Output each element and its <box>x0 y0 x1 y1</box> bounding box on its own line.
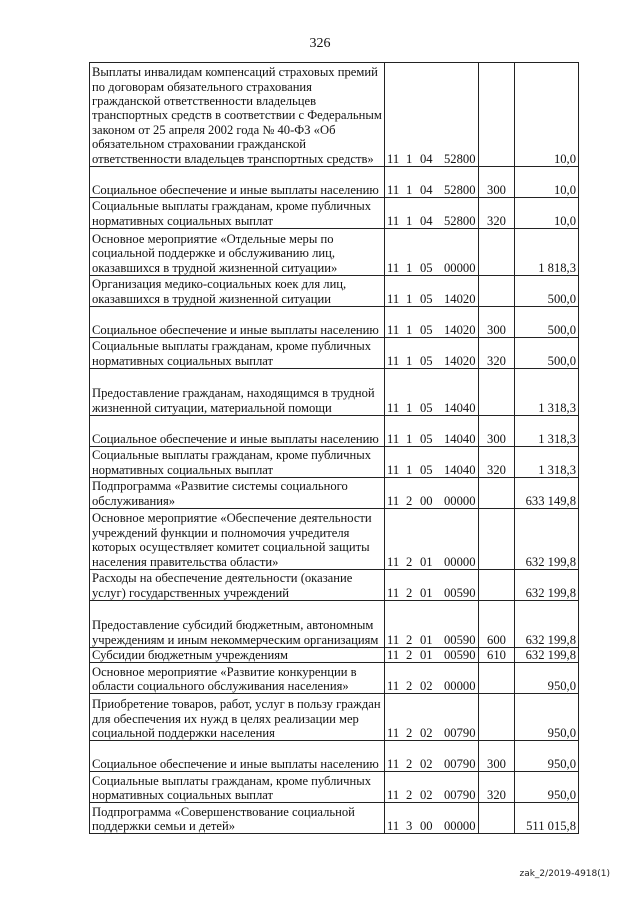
table-row <box>90 509 579 570</box>
code-segment-c3: 04 <box>420 182 433 197</box>
row-expense-type <box>479 276 515 307</box>
document-code: zak_2/2019-4918(1) <box>519 869 610 879</box>
row-expense-type <box>479 803 515 834</box>
code-segment-c1: 11 <box>387 151 400 166</box>
budget-table-body <box>90 63 579 834</box>
row-amount: 632 199,8 <box>515 601 579 648</box>
code-segment-c2: 1 <box>406 353 413 368</box>
row-amount: 10,0 <box>515 63 579 167</box>
row-amount: 632 199,8 <box>515 648 579 663</box>
code-segment-c3: 00 <box>420 819 433 833</box>
row-name: Социальные выплаты гражданам, кроме публичных нормативных социальных выплат <box>90 198 385 229</box>
code-segment-c1: 11 <box>387 679 400 693</box>
code-segment-c4: 52800 <box>444 213 476 228</box>
row-expense-type <box>479 369 515 416</box>
row-expense-type: 300 <box>479 416 515 447</box>
row-expense-type: 320 <box>479 447 515 478</box>
code-segment-c4: 14040 <box>444 400 476 415</box>
code-segment-c2: 1 <box>406 462 413 477</box>
table-row <box>90 198 579 229</box>
row-name: Основное мероприятие «Обеспечение деятельности учреждений функции и полномочия учредителя которых осуществляет комитет социальной защиты населения правительства области» <box>90 509 385 570</box>
code-segment-c2: 3 <box>406 819 413 833</box>
row-code <box>385 198 479 229</box>
row-expense-type: 320 <box>479 338 515 369</box>
code-segment-c3: 01 <box>420 632 433 647</box>
row-name: Предоставление субсидий бюджетным, автономным учреждениям и иным некоммерческим организациям <box>90 601 385 648</box>
row-amount: 1 818,3 <box>515 229 579 276</box>
table-row <box>90 369 579 416</box>
code-segment-c2: 1 <box>406 151 413 166</box>
code-segment-c3: 01 <box>420 554 433 569</box>
row-code <box>385 570 479 601</box>
code-segment-c4: 14020 <box>444 322 476 337</box>
row-code <box>385 694 479 741</box>
row-name: Выплаты инвалидам компенсаций страховых премий по договорам обязательного страхования гражданской ответственности владельцев транспортных средств в соответствии с Федеральным законом от 25 апреля 2002 года № 40-ФЗ «Об обязательном страховании гражданской ответственности владельцев транспортных средств» <box>90 63 385 167</box>
row-amount: 500,0 <box>515 276 579 307</box>
code-segment-c2: 1 <box>406 213 413 228</box>
row-code <box>385 509 479 570</box>
code-segment-c4: 14040 <box>444 431 476 446</box>
code-segment-c2: 2 <box>406 554 413 569</box>
code-segment-c4: 00790 <box>444 757 476 771</box>
row-expense-type <box>479 229 515 276</box>
code-segment-c3: 02 <box>420 757 433 771</box>
row-code <box>385 63 479 167</box>
row-amount: 10,0 <box>515 198 579 229</box>
row-amount: 950,0 <box>515 772 579 803</box>
table-row <box>90 338 579 369</box>
row-code <box>385 478 479 509</box>
code-segment-c2: 1 <box>406 400 413 415</box>
code-segment-c4: 00590 <box>444 632 476 647</box>
row-amount: 950,0 <box>515 741 579 772</box>
code-segment-c2: 2 <box>406 679 413 693</box>
row-expense-type <box>479 509 515 570</box>
code-segment-c2: 2 <box>406 788 413 802</box>
row-code <box>385 369 479 416</box>
row-amount: 500,0 <box>515 307 579 338</box>
table-row <box>90 416 579 447</box>
row-name: Расходы на обеспечение деятельности (оказание услуг) государственных учреждений <box>90 570 385 601</box>
code-segment-c1: 11 <box>387 353 400 368</box>
row-name: Социальное обеспечение и иные выплаты населению <box>90 416 385 447</box>
row-code <box>385 167 479 198</box>
budget-table <box>89 62 579 834</box>
table-row <box>90 478 579 509</box>
row-code <box>385 276 479 307</box>
row-name: Основное мероприятие «Отдельные меры по социальной поддержке и обслуживанию лиц, оказавшихся в трудной жизненной ситуации» <box>90 229 385 276</box>
table-row <box>90 447 579 478</box>
code-segment-c3: 05 <box>420 291 433 306</box>
row-expense-type: 300 <box>479 741 515 772</box>
row-expense-type: 600 <box>479 601 515 648</box>
code-segment-c4: 14040 <box>444 462 476 477</box>
table-row <box>90 63 579 167</box>
row-expense-type <box>479 478 515 509</box>
row-code <box>385 648 479 663</box>
row-expense-type: 610 <box>479 648 515 663</box>
row-name: Социальное обеспечение и иные выплаты населению <box>90 307 385 338</box>
code-segment-c2: 2 <box>406 632 413 647</box>
row-expense-type: 320 <box>479 772 515 803</box>
row-name: Подпрограмма «Развитие системы социального обслуживания» <box>90 478 385 509</box>
code-segment-c4: 00000 <box>444 260 476 275</box>
row-amount: 1 318,3 <box>515 447 579 478</box>
row-amount: 950,0 <box>515 663 579 694</box>
row-name: Социальное обеспечение и иные выплаты населению <box>90 741 385 772</box>
table-row <box>90 694 579 741</box>
code-segment-c3: 04 <box>420 151 433 166</box>
table-row <box>90 307 579 338</box>
code-segment-c2: 1 <box>406 182 413 197</box>
code-segment-c4: 52800 <box>444 151 476 166</box>
code-segment-c4: 14020 <box>444 353 476 368</box>
code-segment-c3: 01 <box>420 648 433 662</box>
code-segment-c4: 00000 <box>444 554 476 569</box>
row-amount: 1 318,3 <box>515 369 579 416</box>
code-segment-c1: 11 <box>387 493 400 508</box>
table-row <box>90 229 579 276</box>
code-segment-c1: 11 <box>387 554 400 569</box>
code-segment-c3: 04 <box>420 213 433 228</box>
code-segment-c4: 00590 <box>444 585 476 600</box>
code-segment-c1: 11 <box>387 322 400 337</box>
table-row <box>90 741 579 772</box>
row-name: Социальные выплаты гражданам, кроме публичных нормативных социальных выплат <box>90 447 385 478</box>
code-segment-c1: 11 <box>387 182 400 197</box>
code-segment-c4: 52800 <box>444 182 476 197</box>
code-segment-c4: 00000 <box>444 679 476 693</box>
row-expense-type <box>479 570 515 601</box>
row-code <box>385 307 479 338</box>
code-segment-c1: 11 <box>387 648 400 662</box>
code-segment-c2: 2 <box>406 648 413 662</box>
code-segment-c3: 01 <box>420 585 433 600</box>
code-segment-c2: 1 <box>406 291 413 306</box>
code-segment-c3: 02 <box>420 726 433 740</box>
code-segment-c3: 05 <box>420 462 433 477</box>
code-segment-c2: 2 <box>406 493 413 508</box>
table-row <box>90 601 579 648</box>
code-segment-c3: 05 <box>420 431 433 446</box>
row-code <box>385 416 479 447</box>
code-segment-c3: 05 <box>420 353 433 368</box>
table-row <box>90 167 579 198</box>
table-row <box>90 276 579 307</box>
row-name: Предоставление гражданам, находящимся в трудной жизненной ситуации, материальной помощи <box>90 369 385 416</box>
row-amount: 1 318,3 <box>515 416 579 447</box>
row-code <box>385 447 479 478</box>
row-expense-type <box>479 663 515 694</box>
code-segment-c1: 11 <box>387 291 400 306</box>
code-segment-c4: 00000 <box>444 819 476 833</box>
table-row <box>90 570 579 601</box>
row-amount: 633 149,8 <box>515 478 579 509</box>
code-segment-c1: 11 <box>387 462 400 477</box>
code-segment-c2: 1 <box>406 260 413 275</box>
row-expense-type: 300 <box>479 307 515 338</box>
row-name: Приобретение товаров, работ, услуг в пользу граждан для обеспечения их нужд в целях реализации мер социальной поддержки населения <box>90 694 385 741</box>
row-code <box>385 741 479 772</box>
row-amount: 950,0 <box>515 694 579 741</box>
table-row <box>90 663 579 694</box>
row-amount: 10,0 <box>515 167 579 198</box>
row-expense-type <box>479 694 515 741</box>
code-segment-c1: 11 <box>387 260 400 275</box>
row-name: Субсидии бюджетным учреждениям <box>90 648 385 663</box>
code-segment-c4: 00790 <box>444 788 476 802</box>
row-code <box>385 601 479 648</box>
row-expense-type: 320 <box>479 198 515 229</box>
code-segment-c2: 1 <box>406 322 413 337</box>
page-number: 326 <box>309 36 331 51</box>
code-segment-c3: 00 <box>420 493 433 508</box>
row-name: Социальные выплаты гражданам, кроме публичных нормативных социальных выплат <box>90 338 385 369</box>
row-code <box>385 338 479 369</box>
row-amount: 632 199,8 <box>515 509 579 570</box>
row-name: Социальные выплаты гражданам, кроме публичных нормативных социальных выплат <box>90 772 385 803</box>
row-name: Основное мероприятие «Развитие конкуренции в области социального обслуживания населения» <box>90 663 385 694</box>
code-segment-c3: 05 <box>420 400 433 415</box>
code-segment-c4: 00590 <box>444 648 476 662</box>
code-segment-c4: 00000 <box>444 493 476 508</box>
row-name: Организация медико-социальных коек для лиц, оказавшихся в трудной жизненной ситуации <box>90 276 385 307</box>
code-segment-c1: 11 <box>387 632 400 647</box>
code-segment-c3: 02 <box>420 679 433 693</box>
code-segment-c1: 11 <box>387 431 400 446</box>
code-segment-c1: 11 <box>387 213 400 228</box>
code-segment-c2: 2 <box>406 585 413 600</box>
code-segment-c1: 11 <box>387 400 400 415</box>
row-name: Социальное обеспечение и иные выплаты населению <box>90 167 385 198</box>
row-name: Подпрограмма «Совершенствование социальной поддержки семьи и детей» <box>90 803 385 834</box>
code-segment-c1: 11 <box>387 726 400 740</box>
row-code <box>385 663 479 694</box>
code-segment-c4: 14020 <box>444 291 476 306</box>
code-segment-c1: 11 <box>387 585 400 600</box>
table-row <box>90 772 579 803</box>
row-code <box>385 229 479 276</box>
code-segment-c2: 1 <box>406 431 413 446</box>
code-segment-c1: 11 <box>387 819 400 833</box>
table-row <box>90 803 579 834</box>
code-segment-c1: 11 <box>387 788 400 802</box>
row-expense-type <box>479 63 515 167</box>
row-code <box>385 772 479 803</box>
code-segment-c3: 05 <box>420 322 433 337</box>
row-amount: 632 199,8 <box>515 570 579 601</box>
row-amount: 500,0 <box>515 338 579 369</box>
row-expense-type: 300 <box>479 167 515 198</box>
code-segment-c2: 2 <box>406 757 413 771</box>
code-segment-c1: 11 <box>387 757 400 771</box>
row-code <box>385 803 479 834</box>
code-segment-c4: 00790 <box>444 726 476 740</box>
table-row <box>90 648 579 663</box>
row-amount: 511 015,8 <box>515 803 579 834</box>
code-segment-c3: 02 <box>420 788 433 802</box>
code-segment-c2: 2 <box>406 726 413 740</box>
code-segment-c3: 05 <box>420 260 433 275</box>
